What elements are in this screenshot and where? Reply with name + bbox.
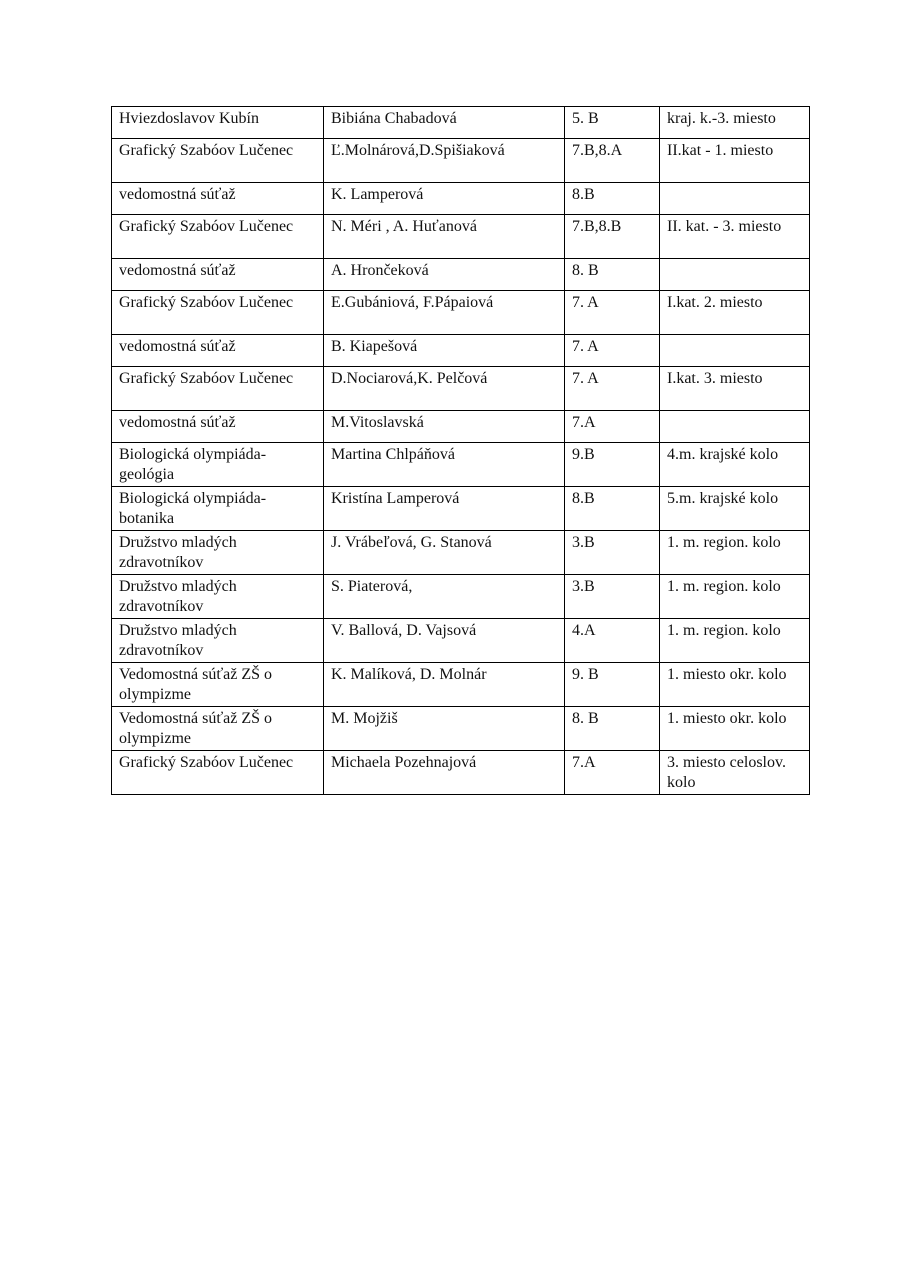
result-cell: 1. m. region. kolo: [660, 531, 810, 575]
participants-cell: S. Piaterová,: [324, 575, 565, 619]
competition-cell: Vedomostná súťaž ZŠ o olympizme: [112, 663, 324, 707]
competition-cell: Grafický Szabóov Lučenec: [112, 751, 324, 795]
class-cell: 4.A: [565, 619, 660, 663]
participants-cell: Martina Chlpáňová: [324, 443, 565, 487]
competition-cell: vedomostná súťaž: [112, 335, 324, 367]
competition-cell: Grafický Szabóov Lučenec: [112, 215, 324, 259]
class-cell: 8.B: [565, 183, 660, 215]
result-cell: 1. m. region. kolo: [660, 575, 810, 619]
participants-cell: D.Nociarová,K. Pelčová: [324, 367, 565, 411]
class-cell: 7.A: [565, 411, 660, 443]
table-row: [112, 575, 810, 619]
participants-cell: Bibiána Chabadová: [324, 107, 565, 139]
result-cell: II.kat - 1. miesto: [660, 139, 810, 183]
competition-cell: Biologická olympiáda-botanika: [112, 487, 324, 531]
table-row: [112, 215, 810, 259]
participants-cell: B. Kiapešová: [324, 335, 565, 367]
table-row: [112, 411, 810, 443]
result-cell: [660, 183, 810, 215]
result-cell: [660, 259, 810, 291]
participants-cell: E.Gubániová, F.Pápaiová: [324, 291, 565, 335]
table-row: [112, 139, 810, 183]
participants-cell: N. Méri , A. Huťanová: [324, 215, 565, 259]
result-cell: 3. miesto celoslov. kolo: [660, 751, 810, 795]
competition-cell: Vedomostná súťaž ZŠ o olympizme: [112, 707, 324, 751]
class-cell: 5. B: [565, 107, 660, 139]
results-table: [111, 106, 810, 795]
table-row: [112, 107, 810, 139]
class-cell: 9.B: [565, 443, 660, 487]
participants-cell: J. Vrábeľová, G. Stanová: [324, 531, 565, 575]
competition-cell: Družstvo mladých zdravotníkov: [112, 575, 324, 619]
participants-cell: K. Malíková, D. Molnár: [324, 663, 565, 707]
table-row: [112, 663, 810, 707]
table-row: [112, 335, 810, 367]
participants-cell: V. Ballová, D. Vajsová: [324, 619, 565, 663]
result-cell: I.kat. 2. miesto: [660, 291, 810, 335]
competition-cell: Grafický Szabóov Lučenec: [112, 291, 324, 335]
result-cell: 4.m. krajské kolo: [660, 443, 810, 487]
competition-cell: Grafický Szabóov Lučenec: [112, 367, 324, 411]
table-row: [112, 751, 810, 795]
competition-cell: Hviezdoslavov Kubín: [112, 107, 324, 139]
class-cell: 3.B: [565, 575, 660, 619]
class-cell: 7. A: [565, 291, 660, 335]
participants-cell: A. Hrončeková: [324, 259, 565, 291]
result-cell: [660, 335, 810, 367]
competition-cell: Družstvo mladých zdravotníkov: [112, 531, 324, 575]
class-cell: 7.B,8.A: [565, 139, 660, 183]
table-row: [112, 291, 810, 335]
table-row: [112, 707, 810, 751]
competition-cell: Družstvo mladých zdravotníkov: [112, 619, 324, 663]
class-cell: 7. A: [565, 335, 660, 367]
class-cell: 3.B: [565, 531, 660, 575]
result-cell: II. kat. - 3. miesto: [660, 215, 810, 259]
competition-cell: vedomostná súťaž: [112, 183, 324, 215]
class-cell: 7.B,8.B: [565, 215, 660, 259]
result-cell: 1. miesto okr. kolo: [660, 663, 810, 707]
class-cell: 8.B: [565, 487, 660, 531]
participants-cell: M.Vitoslavská: [324, 411, 565, 443]
participants-cell: K. Lamperová: [324, 183, 565, 215]
class-cell: 8. B: [565, 259, 660, 291]
table-row: [112, 367, 810, 411]
result-cell: I.kat. 3. miesto: [660, 367, 810, 411]
participants-cell: M. Mojžiš: [324, 707, 565, 751]
participants-cell: Michaela Pozehnajová: [324, 751, 565, 795]
class-cell: 9. B: [565, 663, 660, 707]
table-row: [112, 443, 810, 487]
result-cell: 5.m. krajské kolo: [660, 487, 810, 531]
participants-cell: Kristína Lamperová: [324, 487, 565, 531]
result-cell: 1. m. region. kolo: [660, 619, 810, 663]
competition-cell: vedomostná súťaž: [112, 259, 324, 291]
table-row: [112, 183, 810, 215]
table-row: [112, 487, 810, 531]
result-cell: [660, 411, 810, 443]
class-cell: 8. B: [565, 707, 660, 751]
competition-cell: Grafický Szabóov Lučenec: [112, 139, 324, 183]
competition-cell: Biologická olympiáda-geológia: [112, 443, 324, 487]
table-row: [112, 259, 810, 291]
result-cell: kraj. k.-3. miesto: [660, 107, 810, 139]
competition-cell: vedomostná súťaž: [112, 411, 324, 443]
table-row: [112, 531, 810, 575]
class-cell: 7. A: [565, 367, 660, 411]
table-row: [112, 619, 810, 663]
class-cell: 7.A: [565, 751, 660, 795]
participants-cell: Ľ.Molnárová,D.Spišiaková: [324, 139, 565, 183]
result-cell: 1. miesto okr. kolo: [660, 707, 810, 751]
